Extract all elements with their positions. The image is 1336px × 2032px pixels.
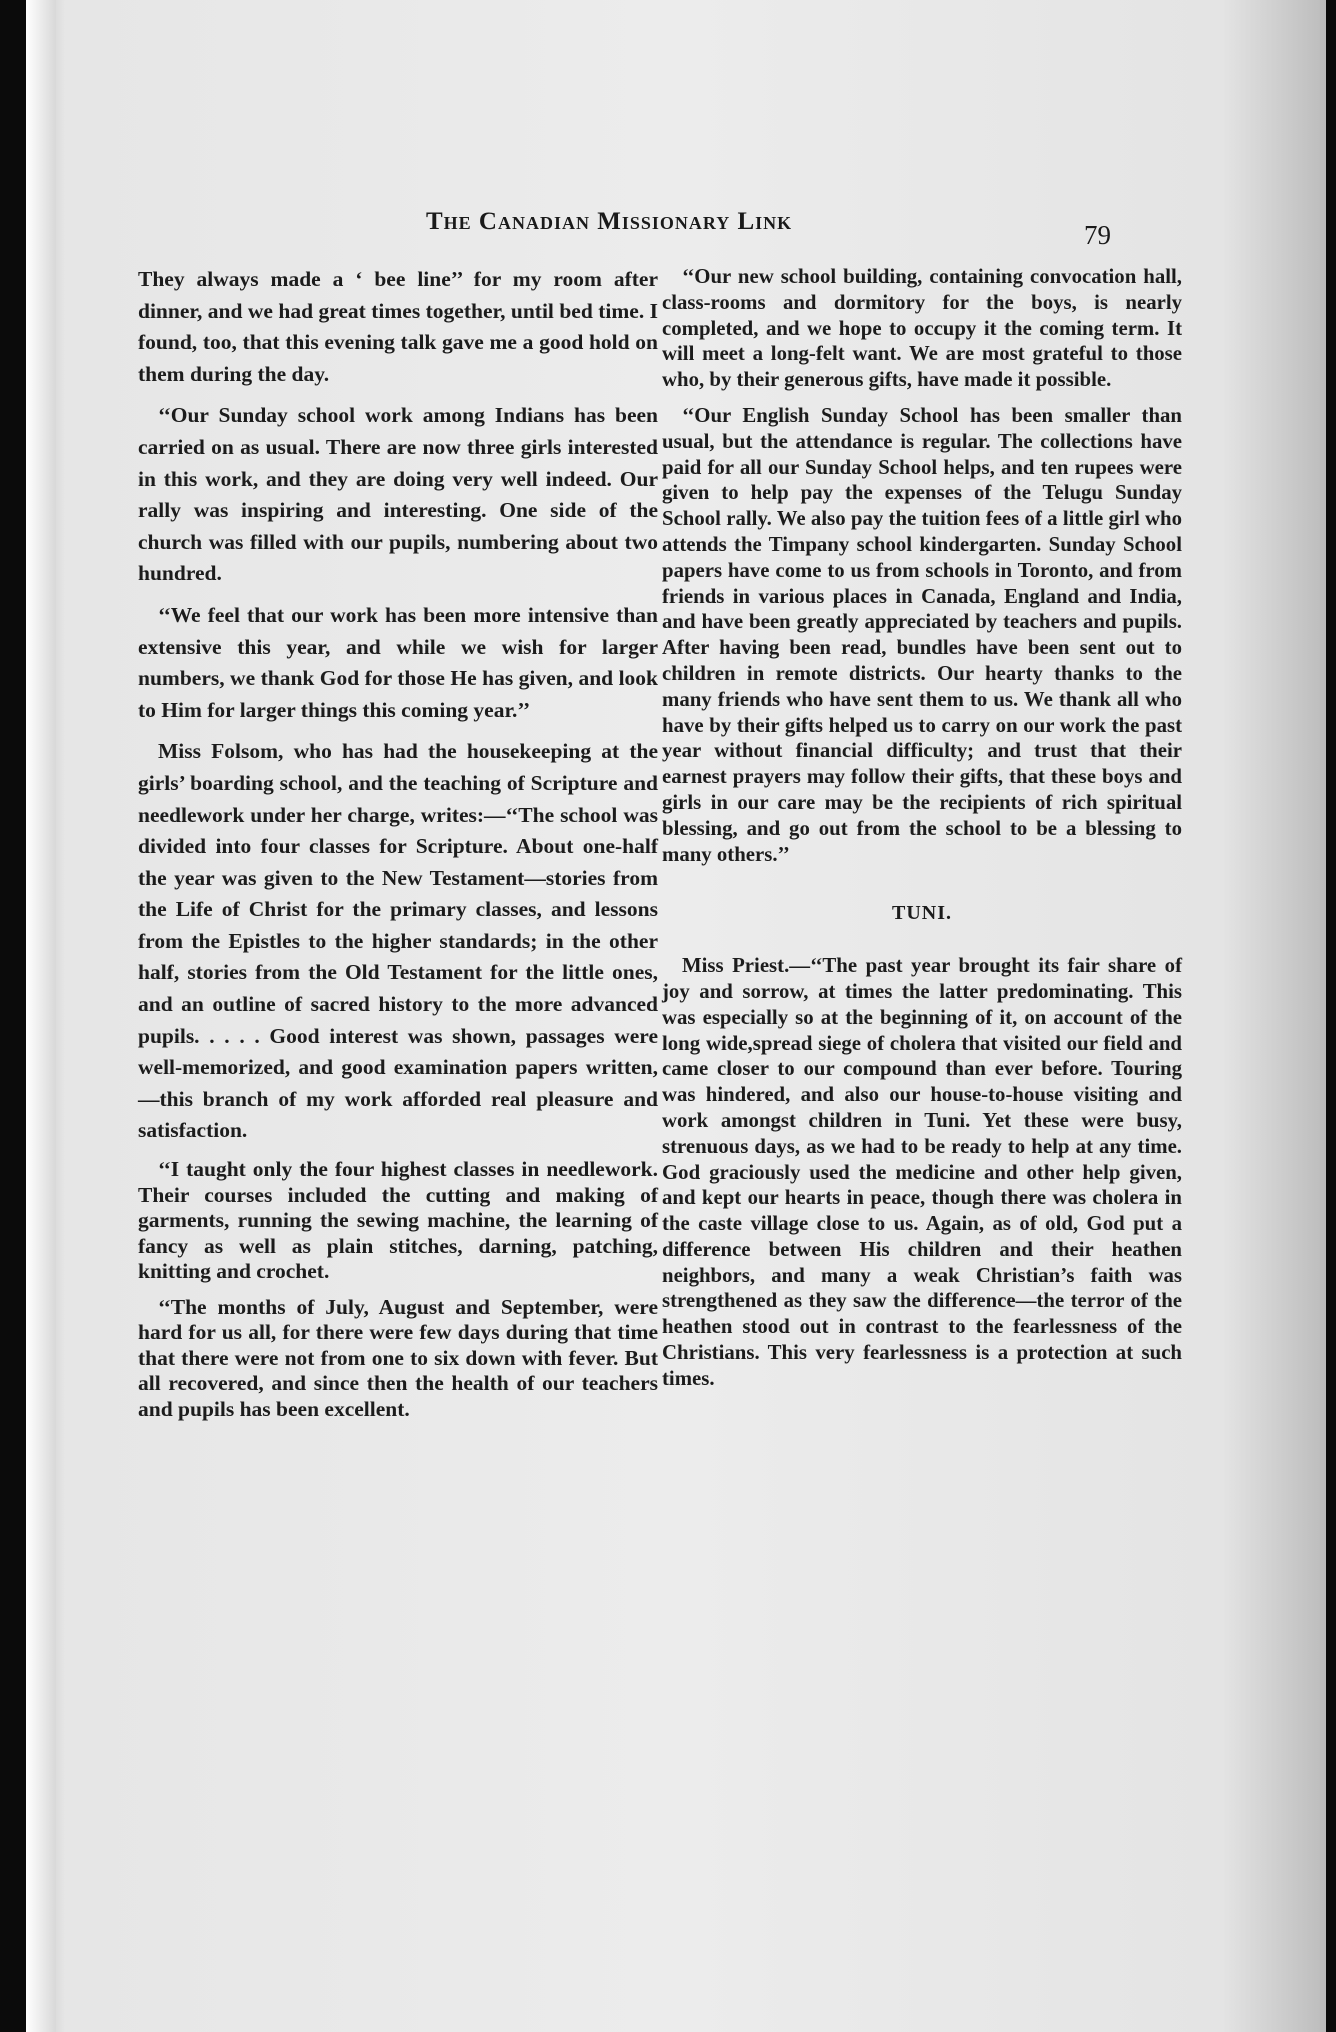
binding-shadow [26, 0, 56, 2032]
page [26, 0, 1326, 2032]
running-header: The Canadian Missionary Link [426, 208, 793, 235]
paragraph: ‘‘Our English Sunday School has been smaller than usual, but the attendance is regular. The collections have paid for all our Sunday School helps, and ten rupees were given to help pay the expenses of the Telugu Sunday School rally. We also pay the tuition fees of a little girl who attends the Timpany school kindergarten. Sunday School papers have come to us from schools in Toronto, and from friends in various places in Canada, England and India, and have been greatly appreciated by teachers and pupils. After having been read, bundles have been sent out to children in remote districts. Our hearty thanks to the many friends who have sent them to us. We thank all who have by their gifts helped us to carry on our work the past year without financial difficulty; and trust that their earnest prayers may follow their gifts, that these boys and girls in our care may be the recipients of rich spiritual blessing, and go out from the school to be a blessing to many others.’’ [662, 403, 1182, 866]
paragraph: ‘‘We feel that our work has been more intensive than extensive this year, and while we wish for larger numbers, we thank God for those He has given, and look to Him for larger things this coming year.’’ [138, 602, 658, 722]
person-name: Miss Folsom, [158, 739, 284, 764]
section-heading: TUNI. [891, 902, 952, 925]
paragraph: ‘‘The months of July, August and September, were hard for us all, for there were few days during that time that there were not from one to six down with fever. But all recovered, and since then the health of our teachers and pupils has been excellent. [138, 1294, 658, 1421]
right-column [662, 264, 1182, 1402]
paragraph: They always made a ‘ bee line’’ for my room after dinner, and we had great times together, until bed time. I found, too, that this evening talk gave me a good hold on them during the day. [138, 267, 658, 386]
paragraph: ‘‘Our new school building, containing convocation hall, class-rooms and dormitory for the boys, is nearly completed, and we hope to occupy it the coming term. It will meet a long-felt want. We are most grateful to those who, by their generous gifts, have made it possible. [662, 265, 1182, 392]
paragraph: ‘‘Our Sunday school work among Indians has been carried on as usual. There are now three girls interested in this work, and they are doing very well indeed. Our rally was inspiring and interesting. One side of the church was filled with our pupils, numbering about two hundred. [138, 403, 658, 586]
page-number: 79 [1084, 220, 1111, 250]
paragraph [138, 736, 658, 1147]
paragraph: ‘‘I taught only the four highest classes in needlework. Their courses included the cutting and making of garments, running the sewing machine, the learning of fancy as well as plain stitches, darning, patching, knitting and crochet. [138, 1157, 658, 1284]
paragraph [662, 953, 1182, 1392]
paragraph-text: —‘‘The past year brought its fair share of joy and sorrow, at times the latter predominating. This was especially so at the beginning of it, on account of the long wide,spread siege of cholera that visited our field and came closer to our compound than ever before. Touring was hindered, and also our house-to-house visiting and work amongst children in Tuni. Yet these were busy, strenuous days, as we had to be ready to help at any time. God graciously used the medicine and other help given, and kept our hearts in peace, though there was cholera in the caste village close to us. Again, as of old, God put a difference between His children and their heathen neighbors, and many a weak Christian’s faith was strengthened as they saw the difference—the terror of the heathen stood out in contrast to the fearlessness of the Christians. This very fearlessness is a protection at such times. [662, 954, 1182, 1390]
person-name: Miss Priest. [682, 954, 790, 978]
paragraph-text: who has had the housekeeping at the girls’ boarding school, and the teaching of Scripture and needlework under her charge, writes:—‘‘The school was divided into four classes for Scripture. About one-half the year was given to the New Testament—stories from the Life of Christ for the primary classes, and lessons from the Epistles to the higher standards; in the other half, stories from the Old Testament for the little ones, and an outline of sacred history to the more advanced pupils. . . . . Good interest was shown, passages were well-memorized, and good examination papers written,—this branch of my work afforded real pleasure and satisfaction. [138, 739, 658, 1143]
left-column [138, 264, 658, 1432]
